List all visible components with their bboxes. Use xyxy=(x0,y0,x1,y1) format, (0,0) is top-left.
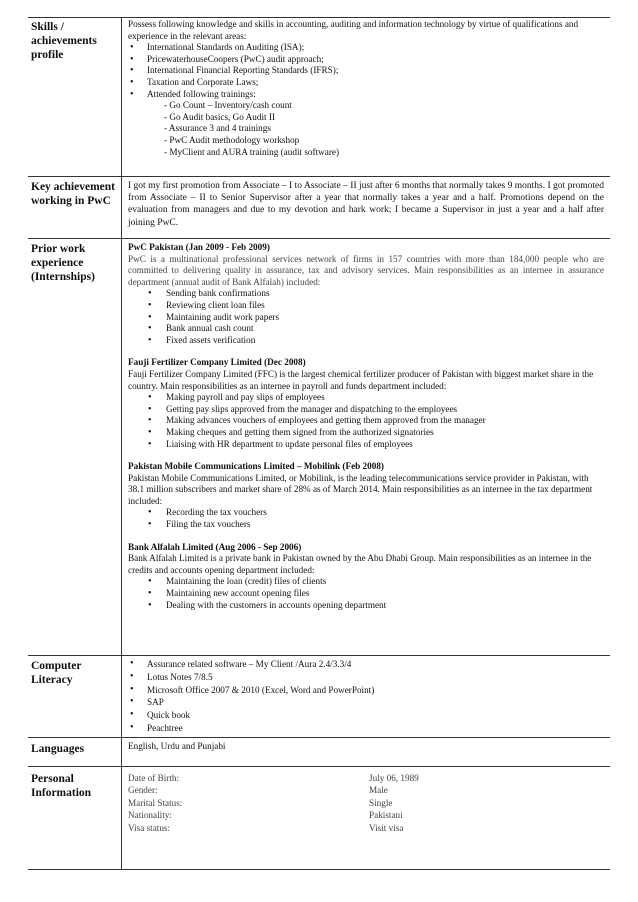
job-description: Pakistan Mobile Communications Limited, or Mobilink, is the leading telecommunications service provider in Pakistan, with 38.1 million subscribers and market share of 28% as of March 2014. Main responsibilities as an internee in the tax department included: xyxy=(128,472,593,506)
trainings-list xyxy=(128,100,604,158)
list-item: • Maintaining the loan (credit) files of clients xyxy=(128,576,604,588)
list-item: • Assurance related software – My Client /Aura 2.4/3.3/4 xyxy=(128,658,604,671)
prior-work-content xyxy=(128,242,604,611)
skills-intro: Possess following knowledge and skills in accounting, auditing and information technology by virtue of qualifications and experience in the relevant areas: xyxy=(128,19,579,41)
field-value: Single xyxy=(369,797,393,808)
list-item: • Reviewing client loan files xyxy=(128,300,604,312)
list-item: • Lotus Notes 7/8.5 xyxy=(128,671,604,684)
table-top-rule xyxy=(28,17,610,18)
section-divider xyxy=(28,655,610,656)
list-item: • Making advances vouchers of employees and getting them approved from the manager xyxy=(128,415,604,427)
skills-content xyxy=(128,19,604,158)
field-label: Date of Birth: xyxy=(128,773,180,783)
field-label: Gender: xyxy=(128,785,158,796)
list-item: • Quick book xyxy=(128,709,604,722)
list-item: • Sending bank confirmations xyxy=(128,288,604,300)
job-title: Bank Alfalah Limited (Aug 2006 - Sep 2006) xyxy=(128,541,302,552)
list-item: • Making payroll and pay slips of employees xyxy=(128,392,604,404)
job-duties xyxy=(128,576,604,611)
list-item: • Fixed assets verification xyxy=(128,335,604,347)
field-value: July 06, 1989 xyxy=(369,773,419,783)
list-item: - Assurance 3 and 4 trainings xyxy=(164,123,271,134)
personal-info-grid xyxy=(128,772,604,834)
job-description: Bank Alfalah Limited is a private bank in Pakistan owned by the Abu Dhabi Group. Main responsibilities as an internee in the credits and accounts opening department included: xyxy=(128,553,592,575)
field-label: Nationality: xyxy=(128,810,172,821)
skills-label: Skills / achievements profile xyxy=(31,21,97,61)
prior-work-label: Prior work experience (Internships) xyxy=(31,243,95,283)
software-list xyxy=(128,658,604,735)
list-item: • Getting pay slips approved from the manager and dispatching to the employees xyxy=(128,404,604,416)
list-item: • International Standards on Auditing (ISA); xyxy=(128,42,604,54)
field-value: Male xyxy=(369,785,388,796)
list-item: • Dealing with the customers in accounts opening department xyxy=(128,600,604,612)
job-title: PwC Pakistan (Jan 2009 - Feb 2009) xyxy=(128,242,270,252)
job-title: Fauji Fertilizer Company Limited (Dec 2008) xyxy=(128,357,306,368)
list-item: • Taxation and Corporate Laws; xyxy=(128,77,604,89)
field-value: Visit visa xyxy=(369,822,404,833)
list-item: • Microsoft Office 2007 & 2010 (Excel, Word and PowerPoint) xyxy=(128,684,604,697)
field-label: Visa status: xyxy=(128,822,171,833)
key-achievement-label: Key achievement working in PwC xyxy=(31,181,115,207)
job-description: PwC is a multinational professional services network of firms in 157 countries with more than 184,000 people who are committed to delivering quality in assurance, tax and advisory services. Main responsibilities as an internee in assurance department (annual audit of Bank Alfalah) included: xyxy=(128,253,604,287)
list-item: - Go Count – Inventory/cash count xyxy=(164,100,292,111)
list-item: • Attended following trainings: xyxy=(128,89,604,101)
job-title: Pakistan Mobile Communications Limited – Mobilink (Feb 2008) xyxy=(128,461,384,472)
list-item: • Peachtree xyxy=(128,722,604,735)
column-divider xyxy=(121,17,122,869)
section-divider xyxy=(28,238,610,239)
list-item: - MyClient and AURA training (audit software) xyxy=(164,146,340,157)
job-duties xyxy=(128,288,604,346)
list-item: • PricewaterhouseCoopers (PwC) audit approach; xyxy=(128,54,604,66)
languages-label: Languages xyxy=(31,743,85,755)
computer-literacy-content xyxy=(128,658,604,735)
list-item: • Making cheques and getting them signed from the authorized signatories xyxy=(128,427,604,439)
list-item: • SAP xyxy=(128,696,604,709)
personal-info-content xyxy=(128,772,604,834)
computer-literacy-label: Computer Literacy xyxy=(31,660,82,686)
list-item: • Maintaining new account opening files xyxy=(128,588,604,600)
languages-text: English, Urdu and Punjabi xyxy=(128,741,226,751)
skills-list xyxy=(128,42,604,100)
job-description: Fauji Fertilizer Company Limited (FFC) is the largest chemical fertilizer producer of Pakistan with biggest market share in the country. Main responsibilities as an internee in payroll and funds department included: xyxy=(128,368,594,391)
section-divider xyxy=(28,176,610,177)
table-bottom-rule xyxy=(28,869,610,870)
personal-info-label: Personal Information xyxy=(31,773,92,799)
job-duties xyxy=(128,507,604,530)
list-item: • International Financial Reporting Standards (IFRS); xyxy=(128,65,604,77)
key-achievement-text: I got my first promotion from Associate – I to Associate – II just after 6 months that normally takes 9 months. I got promoted from Associate – II to Senior Supervisor after a year that normally takes a year and a half. Promotions depend on the evaluation from managers and due to my devotion and hark work; I became a Supervisor in just a year and a half after joining PwC. xyxy=(128,181,604,228)
list-item: • Bank annual cash count xyxy=(128,323,604,335)
list-item: • Filing the tax vouchers xyxy=(128,519,604,531)
section-divider xyxy=(28,766,610,767)
list-item: • Liaising with HR department to update personal files of employees xyxy=(128,439,604,451)
list-item: - Go Audit basics, Go Audit II xyxy=(164,111,276,122)
field-label: Marital Status: xyxy=(128,797,183,808)
list-item: • Recording the tax vouchers xyxy=(128,507,604,519)
list-item: - PwC Audit methodology workshop xyxy=(164,134,300,145)
list-item: • Maintaining audit work papers xyxy=(128,312,604,324)
section-divider xyxy=(28,737,610,738)
job-duties xyxy=(128,392,604,450)
field-value: Pakistani xyxy=(369,810,403,821)
